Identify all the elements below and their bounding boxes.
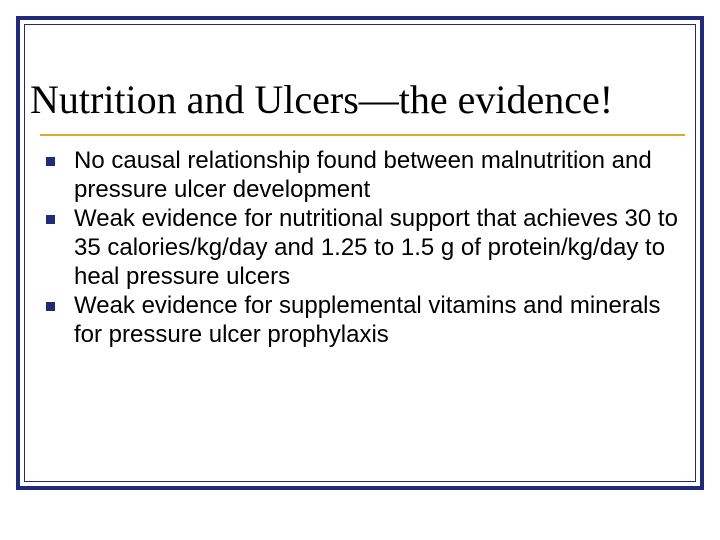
bullet-item: [46, 146, 686, 204]
square-bullet-icon: [46, 302, 55, 311]
bullet-text: No causal relationship found between malnutrition and pressure ulcer development: [74, 147, 652, 203]
slide-title: Nutrition and Ulcers—the evidence!: [30, 77, 614, 122]
bullet-item: [46, 291, 686, 349]
square-bullet-icon: [46, 215, 55, 224]
title-underline: [40, 134, 685, 136]
bullet-text: Weak evidence for nutritional support that achieves 30 to 35 calories/kg/day and 1.25 to 1.5 g of protein/kg/day to heal pressure ulcers: [74, 205, 678, 290]
bullet-text: Weak evidence for supplemental vitamins and minerals for pressure ulcer prophylaxis: [74, 292, 661, 348]
bullet-list: [46, 146, 686, 349]
square-bullet-icon: [46, 157, 55, 166]
bullet-item: [46, 204, 686, 291]
